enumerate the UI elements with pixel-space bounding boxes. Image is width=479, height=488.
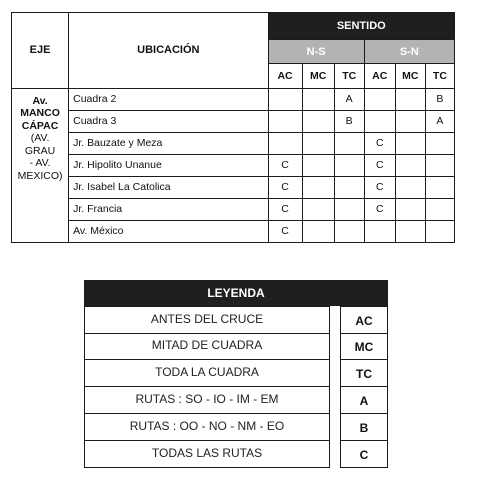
ns-mc-cell bbox=[302, 198, 334, 220]
ns-tc-cell: B bbox=[334, 110, 364, 132]
sn-ac-cell: C bbox=[364, 176, 395, 198]
eje-cell bbox=[12, 88, 69, 242]
eje-name-line: CÁPAC bbox=[21, 119, 59, 132]
eje-name-line: MANCO bbox=[20, 107, 60, 120]
table-row bbox=[12, 220, 455, 242]
legend-description: RUTAS : SO - IO - IM - EM bbox=[84, 387, 330, 414]
ns-mc-cell bbox=[302, 110, 334, 132]
header-direction-sn: S-N bbox=[364, 40, 454, 64]
sn-mc-cell bbox=[395, 110, 425, 132]
header-sentido: SENTIDO bbox=[268, 13, 454, 40]
legend-title: LEYENDA bbox=[84, 280, 388, 306]
ns-ac-cell bbox=[268, 132, 302, 154]
sn-tc-cell: B bbox=[425, 88, 454, 110]
sn-ac-cell: C bbox=[364, 132, 395, 154]
location-cell: Jr. Bauzate y Meza bbox=[69, 132, 268, 154]
legend-item bbox=[84, 414, 388, 441]
ns-mc-cell bbox=[302, 132, 334, 154]
header-eje: EJE bbox=[12, 13, 69, 89]
sn-mc-cell bbox=[395, 154, 425, 176]
sn-tc-cell: A bbox=[425, 110, 454, 132]
ns-mc-cell bbox=[302, 88, 334, 110]
legend-description: TODAS LAS RUTAS bbox=[84, 441, 330, 468]
ns-tc-cell bbox=[334, 154, 364, 176]
header-ubicacion: UBICACIÓN bbox=[69, 13, 268, 89]
eje-sub-line: GRAU bbox=[24, 144, 56, 157]
legend-code: TC bbox=[340, 360, 388, 387]
ns-tc-cell: A bbox=[334, 88, 364, 110]
sn-tc-cell bbox=[425, 132, 454, 154]
table-row bbox=[12, 110, 455, 132]
legend-code: B bbox=[340, 414, 388, 441]
sn-tc-cell bbox=[425, 220, 454, 242]
bus-stop-table bbox=[11, 12, 455, 243]
table-row bbox=[12, 176, 455, 198]
legend-code: C bbox=[340, 441, 388, 468]
header-ns-mc: MC bbox=[302, 64, 334, 88]
location-cell: Av. México bbox=[69, 220, 268, 242]
legend-code: MC bbox=[340, 333, 388, 360]
sn-ac-cell bbox=[364, 110, 395, 132]
ns-tc-cell bbox=[334, 198, 364, 220]
legend-code: A bbox=[340, 387, 388, 414]
legend-item bbox=[84, 333, 388, 360]
sn-tc-cell bbox=[425, 198, 454, 220]
ns-ac-cell: C bbox=[268, 176, 302, 198]
header-sn-ac: AC bbox=[364, 64, 395, 88]
table-row bbox=[12, 88, 455, 110]
legend-description: RUTAS : OO - NO - NM - EO bbox=[84, 414, 330, 441]
table-row bbox=[12, 132, 455, 154]
ns-ac-cell: C bbox=[268, 154, 302, 176]
location-cell: Jr. Hipolito Unanue bbox=[69, 154, 268, 176]
legend-description: MITAD DE CUADRA bbox=[84, 333, 330, 360]
ns-ac-cell bbox=[268, 88, 302, 110]
sn-ac-cell bbox=[364, 220, 395, 242]
ns-tc-cell bbox=[334, 132, 364, 154]
sn-tc-cell bbox=[425, 154, 454, 176]
ns-mc-cell bbox=[302, 176, 334, 198]
ns-ac-cell bbox=[268, 110, 302, 132]
sn-mc-cell bbox=[395, 220, 425, 242]
legend-item bbox=[84, 441, 388, 468]
location-cell: Jr. Isabel La Catolica bbox=[69, 176, 268, 198]
legend-rows bbox=[84, 306, 388, 468]
sn-ac-cell: C bbox=[364, 154, 395, 176]
sn-tc-cell bbox=[425, 176, 454, 198]
legend bbox=[84, 280, 388, 468]
sn-mc-cell bbox=[395, 132, 425, 154]
legend-item bbox=[84, 387, 388, 414]
legend-description: TODA LA CUADRA bbox=[84, 360, 330, 387]
ns-ac-cell: C bbox=[268, 198, 302, 220]
ns-tc-cell bbox=[334, 176, 364, 198]
eje-sub-line: MEXICO) bbox=[17, 169, 63, 182]
location-cell: Jr. Francia bbox=[69, 198, 268, 220]
location-cell: Cuadra 3 bbox=[69, 110, 268, 132]
table-row bbox=[12, 198, 455, 220]
ns-ac-cell: C bbox=[268, 220, 302, 242]
sn-mc-cell bbox=[395, 198, 425, 220]
location-cell: Cuadra 2 bbox=[69, 88, 268, 110]
legend-item bbox=[84, 360, 388, 387]
eje-sub-line: - AV. bbox=[29, 157, 51, 170]
ns-mc-cell bbox=[302, 220, 334, 242]
legend-item bbox=[84, 306, 388, 333]
legend-description: ANTES DEL CRUCE bbox=[84, 306, 330, 334]
header-ns-tc: TC bbox=[334, 64, 364, 88]
eje-sub-line: (AV. bbox=[30, 132, 50, 145]
header-direction-ns: N-S bbox=[268, 40, 364, 64]
sn-ac-cell bbox=[364, 88, 395, 110]
ns-tc-cell bbox=[334, 220, 364, 242]
header-ns-ac: AC bbox=[268, 64, 302, 88]
header-sn-tc: TC bbox=[425, 64, 454, 88]
sn-mc-cell bbox=[395, 176, 425, 198]
eje-name-line: Av. bbox=[32, 94, 48, 107]
sn-mc-cell bbox=[395, 88, 425, 110]
header-sn-mc: MC bbox=[395, 64, 425, 88]
ns-mc-cell bbox=[302, 154, 334, 176]
table-row bbox=[12, 154, 455, 176]
sn-ac-cell: C bbox=[364, 198, 395, 220]
legend-code: AC bbox=[340, 306, 388, 334]
